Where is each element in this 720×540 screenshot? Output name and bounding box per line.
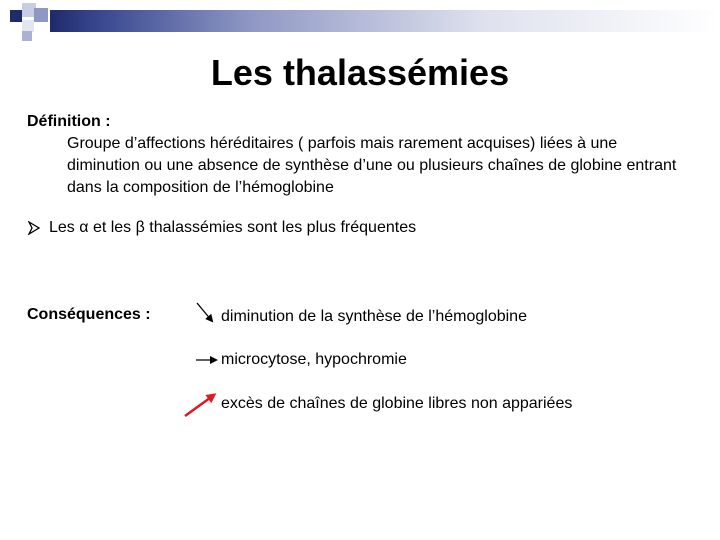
slide-title: Les thalassémies bbox=[210, 52, 510, 93]
deco-square-dark bbox=[10, 10, 22, 22]
header-gradient-bar bbox=[50, 10, 720, 32]
consequences-heading: Conséquences : bbox=[27, 306, 151, 323]
bullet-text: Les α et les β thalassémies sont les plus fréquentes bbox=[49, 219, 417, 236]
deco-square-mid-2 bbox=[22, 31, 32, 41]
down-right-arrow-icon bbox=[197, 303, 212, 321]
arrow-bullet-icon bbox=[27, 221, 41, 235]
consequence-item-2: microcytose, hypochromie bbox=[221, 351, 407, 368]
consequence-item-3: excès de chaînes de globine libres non appariées bbox=[221, 395, 573, 412]
bullet-item bbox=[27, 219, 416, 237]
definition-heading: Définition : bbox=[27, 113, 111, 130]
definition-text: Groupe d’affections héréditaires ( parfois mais rarement acquises) liées à une diminution ou une absence de synthèse d’une ou plusieurs chaînes de globine entrant dans la composition de l’hémoglobine bbox=[67, 135, 677, 196]
consequence-item-1: diminution de la synthèse de l’hémoglobine bbox=[221, 308, 527, 325]
up-right-arrow-icon bbox=[185, 395, 214, 416]
deco-square-mid bbox=[34, 8, 48, 22]
